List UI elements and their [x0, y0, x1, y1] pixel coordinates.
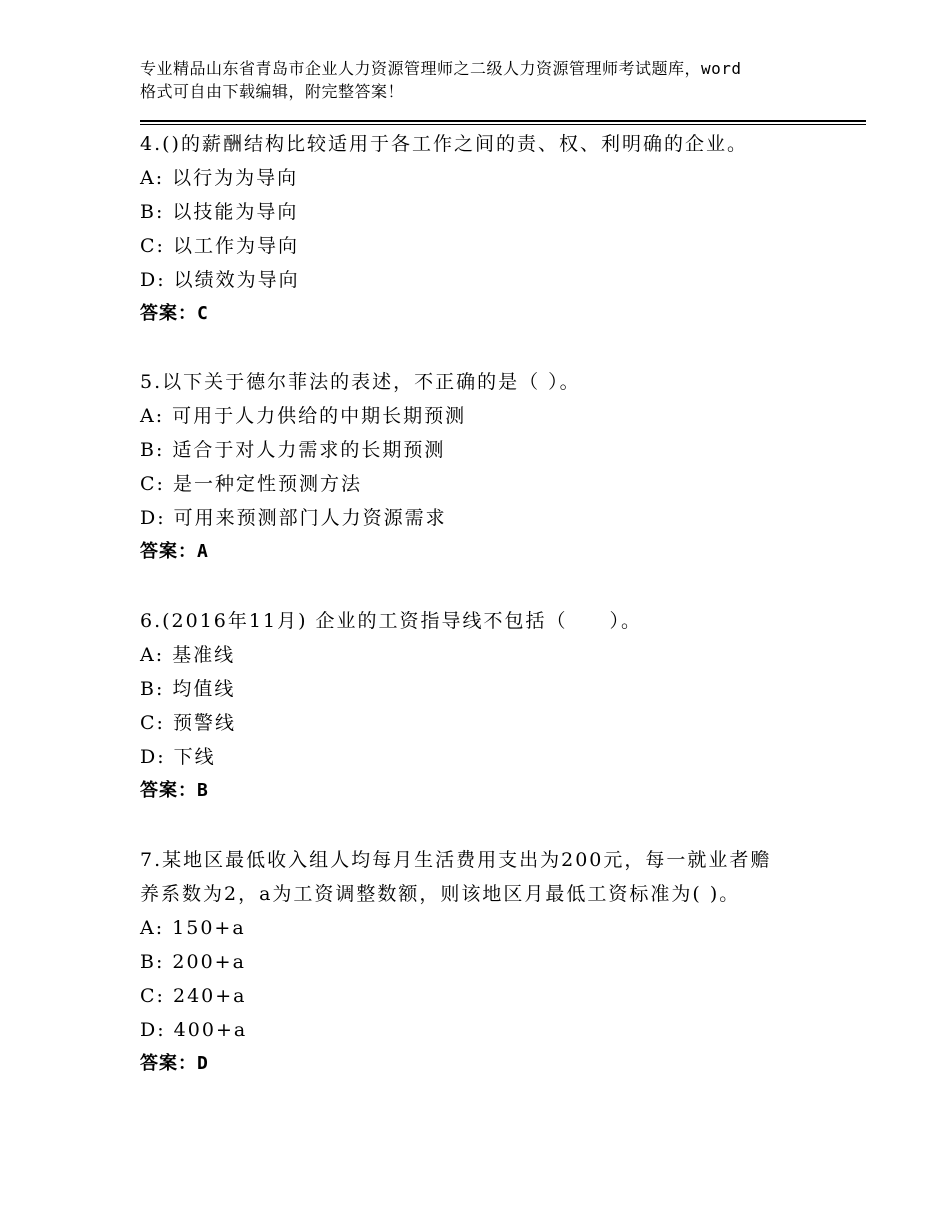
- question-stem-line-2: 养系数为2，a为工资调整数额，则该地区月最低工资标准为( )。: [140, 883, 741, 905]
- question-stem-line-1: 7.某地区最低收入组人均每月生活费用支出为200元，每一就业者赡: [140, 849, 772, 871]
- question-5: [140, 365, 840, 569]
- option-d: D: 以绩效为导向: [140, 269, 300, 291]
- option-b: B: 以技能为导向: [140, 201, 299, 223]
- option-c: C: 以工作为导向: [140, 235, 299, 257]
- option-b: B: 适合于对人力需求的长期预测: [140, 439, 446, 461]
- question-stem: 6.(2016年11月) 企业的工资指导线不包括（ ）。: [140, 610, 643, 632]
- option-a: A: 可用于人力供给的中期长期预测: [140, 405, 467, 427]
- question-4: [140, 127, 840, 331]
- option-d: D: 400+a: [140, 1019, 248, 1041]
- option-b: B: 均值线: [140, 678, 236, 700]
- header-line-1: 专业精品山东省青岛市企业人力资源管理师之二级人力资源管理师考试题库，word: [140, 59, 742, 78]
- option-d: D: 可用来预测部门人力资源需求: [140, 507, 447, 529]
- option-a: A: 基准线: [140, 644, 236, 666]
- option-a: A: 150+a: [140, 917, 246, 939]
- answer-label: 答案：D: [140, 1053, 209, 1074]
- header-divider-thick: [140, 120, 866, 122]
- option-a: A: 以行为为导向: [140, 167, 299, 189]
- question-stem: 5.以下关于德尔菲法的表述，不正确的是（ ）。: [140, 371, 581, 393]
- question-stem: 4.()的薪酬结构比较适用于各工作之间的责、权、利明确的企业。: [140, 133, 748, 155]
- question-6: [140, 604, 840, 808]
- option-d: D: 下线: [140, 746, 216, 768]
- option-b: B: 200+a: [140, 951, 246, 973]
- answer-label: 答案：A: [140, 541, 209, 562]
- header-divider-thin: [140, 124, 866, 125]
- question-7: [140, 843, 840, 1081]
- header-line-2: 格式可自由下载编辑，附完整答案！: [140, 82, 405, 101]
- option-c: C: 预警线: [140, 712, 236, 734]
- document-header: [140, 57, 840, 103]
- answer-label: 答案：B: [140, 780, 209, 801]
- answer-label: 答案：C: [140, 303, 209, 324]
- option-c: C: 是一种定性预测方法: [140, 473, 362, 495]
- option-c: C: 240+a: [140, 985, 247, 1007]
